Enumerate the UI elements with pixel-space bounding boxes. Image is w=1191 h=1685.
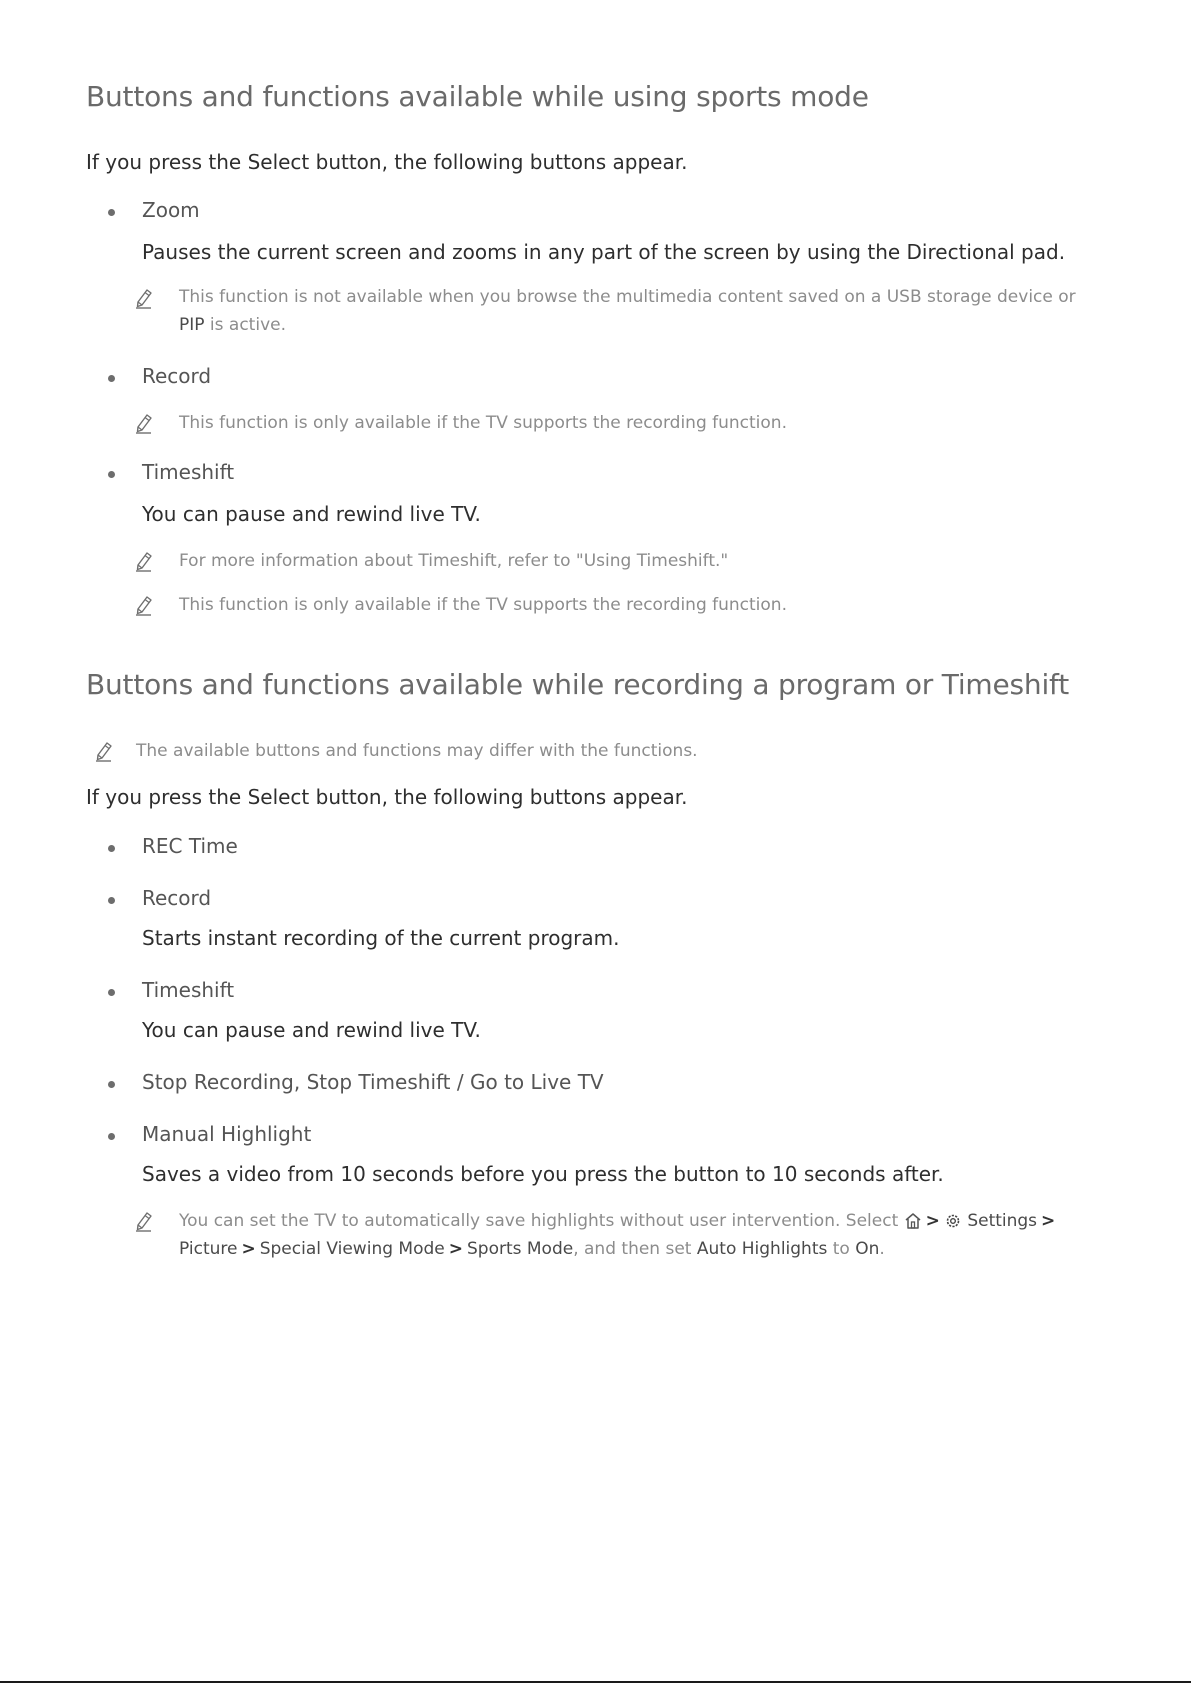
item-label-manual-highlight: Manual Highlight bbox=[142, 1122, 312, 1146]
note-text bbox=[179, 1207, 1059, 1263]
item-label-timeshift: Timeshift bbox=[142, 978, 235, 1002]
sports-mode-term: Sports Mode bbox=[466, 1239, 574, 1259]
item-desc-manual-highlight: Saves a video from 10 seconds before you press the button to 10 seconds after. bbox=[142, 1162, 944, 1186]
bullet bbox=[108, 471, 115, 478]
note-text: This function is only available if the TV supports the recording function. bbox=[179, 413, 787, 433]
note-text: For more information about Timeshift, refer to "Using Timeshift." bbox=[179, 551, 729, 571]
pip-term: PIP bbox=[179, 315, 205, 335]
note-line: You can set the TV to automatically save highlights without user intervention. Select bbox=[179, 1211, 899, 1231]
on-term: On bbox=[855, 1239, 880, 1259]
picture-term: Picture bbox=[179, 1239, 238, 1259]
auto-highlights-term: Auto Highlights bbox=[696, 1239, 828, 1259]
chevron-right-icon: > bbox=[925, 1211, 940, 1231]
note-text bbox=[179, 283, 1076, 339]
item-label-zoom: Zoom bbox=[142, 198, 200, 222]
pencil-note-icon bbox=[134, 412, 154, 434]
bullet bbox=[108, 845, 115, 852]
item-desc-record: Starts instant recording of the current program. bbox=[142, 926, 620, 950]
item-label-record: Record bbox=[142, 364, 212, 388]
item-label-record: Record bbox=[142, 886, 212, 910]
pencil-note-icon bbox=[134, 287, 154, 309]
section-title-recording: Buttons and functions available while recording a program or Timeshift bbox=[86, 668, 1069, 701]
home-icon bbox=[904, 1212, 922, 1230]
pencil-note-icon bbox=[134, 550, 154, 572]
chevron-right-icon: > bbox=[1041, 1211, 1056, 1231]
item-label-stop: Stop Recording, Stop Timeshift / Go to Live TV bbox=[142, 1070, 604, 1094]
item-label-timeshift: Timeshift bbox=[142, 460, 235, 484]
section-title-sports-mode: Buttons and functions available while using sports mode bbox=[86, 80, 869, 113]
gear-icon bbox=[944, 1212, 962, 1230]
bullet bbox=[108, 375, 115, 382]
settings-term: Settings bbox=[967, 1211, 1038, 1231]
note-line: to bbox=[827, 1239, 856, 1259]
pencil-note-icon bbox=[134, 1210, 154, 1232]
bullet bbox=[108, 1081, 115, 1088]
bullet bbox=[108, 989, 115, 996]
bullet bbox=[108, 897, 115, 904]
note-line: , and then set bbox=[573, 1239, 697, 1259]
section-intro: If you press the Select button, the following buttons appear. bbox=[86, 150, 688, 174]
item-desc-zoom: Pauses the current screen and zooms in any part of the screen by using the Directional pad. bbox=[142, 240, 1066, 264]
pencil-note-icon bbox=[94, 740, 114, 762]
note-text: This function is only available if the TV supports the recording function. bbox=[179, 595, 787, 615]
special-viewing-mode-term: Special Viewing Mode bbox=[259, 1239, 445, 1259]
bullet bbox=[108, 1133, 115, 1140]
pencil-note-icon bbox=[134, 594, 154, 616]
item-desc-timeshift: You can pause and rewind live TV. bbox=[142, 502, 481, 526]
bullet bbox=[108, 209, 115, 216]
chevron-right-icon: > bbox=[241, 1239, 256, 1259]
chevron-right-icon: > bbox=[448, 1239, 463, 1259]
note-text: The available buttons and functions may differ with the functions. bbox=[136, 741, 698, 761]
footer-rule bbox=[0, 1681, 1191, 1683]
section-intro: If you press the Select button, the following buttons appear. bbox=[86, 785, 688, 809]
note-line: . bbox=[879, 1239, 885, 1259]
note-line: This function is not available when you browse the multimedia content saved on a USB storage device or bbox=[179, 287, 1076, 307]
note-line: is active. bbox=[204, 315, 286, 335]
item-desc-timeshift: You can pause and rewind live TV. bbox=[142, 1018, 481, 1042]
item-label-rec-time: REC Time bbox=[142, 834, 238, 858]
